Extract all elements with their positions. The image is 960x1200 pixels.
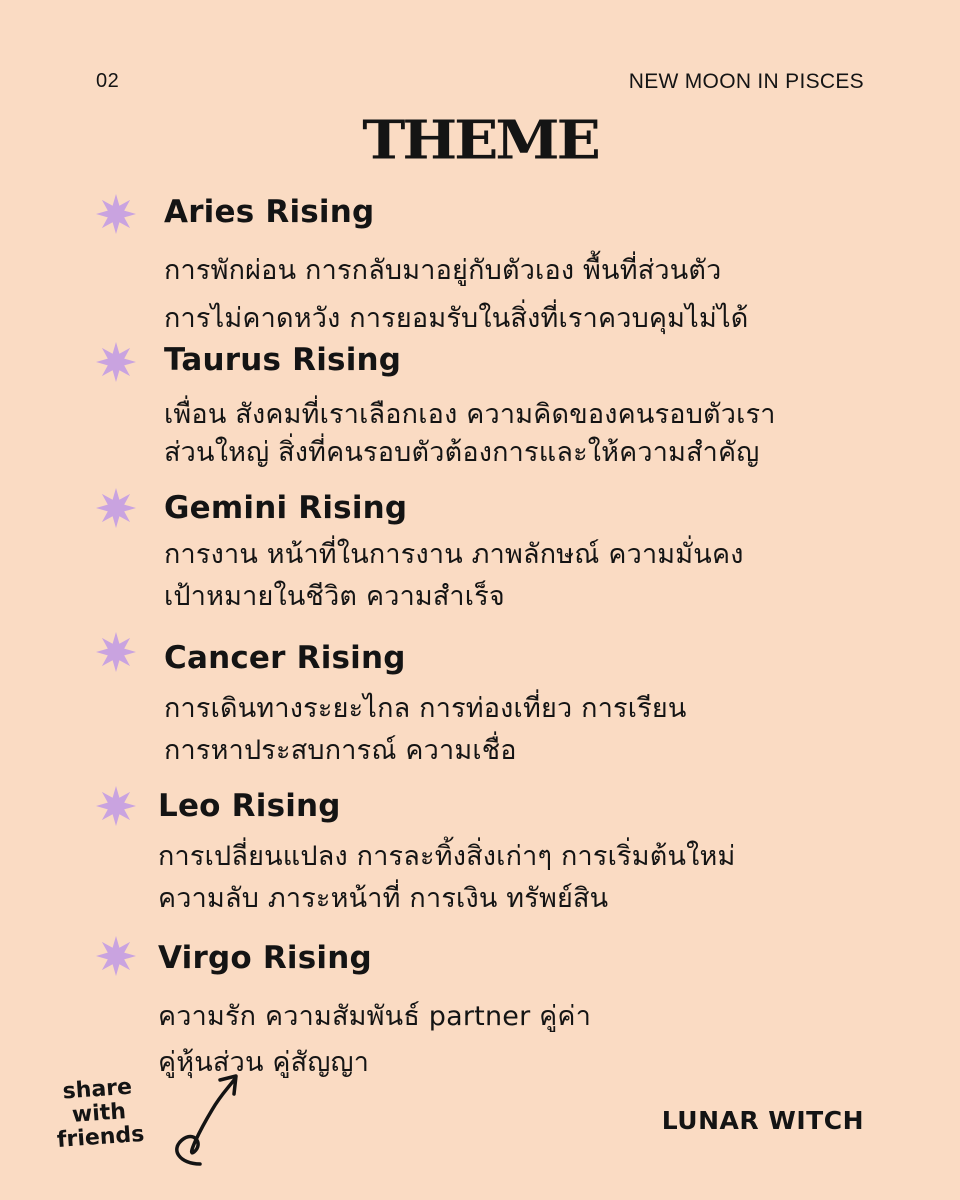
star-shape xyxy=(96,194,136,234)
star-shape xyxy=(96,786,136,826)
sign-star-icon xyxy=(96,194,136,234)
sign-desc-line: เป้าหมายในชีวิต ความสำเร็จ xyxy=(164,581,505,612)
brand-name: LUNAR WITCH xyxy=(661,1106,864,1135)
sign-desc-line: การไม่คาดหวัง การยอมรับในสิ่งที่เราควบคุมไม่ได้ xyxy=(164,303,749,334)
sign-name-aries: Aries Rising xyxy=(164,194,375,230)
sign-name-gemini: Gemini Rising xyxy=(164,490,408,526)
share-line: with xyxy=(71,1099,127,1128)
sign-desc-line: ความลับ ภาระหน้าที่ การเงิน ทรัพย์สิน xyxy=(158,883,609,914)
sign-star-icon xyxy=(96,786,136,826)
sign-star-icon xyxy=(96,342,136,382)
header-title: NEW MOON IN PISCES xyxy=(628,70,864,93)
share-with-friends-text xyxy=(42,1074,157,1153)
sign-star-icon xyxy=(96,936,136,976)
share-line: friends xyxy=(56,1121,146,1153)
share-line: share xyxy=(61,1074,133,1105)
arrow-path xyxy=(177,1080,234,1164)
star-shape xyxy=(96,936,136,976)
sign-desc-line: ความรัก ความสัมพันธ์ partner คู่ค่า xyxy=(158,1001,592,1032)
curly-arrow-icon xyxy=(160,1070,250,1174)
sign-desc-line: การพักผ่อน การกลับมาอยู่กับตัวเอง พื้นที่ส่วนตัว xyxy=(164,255,722,286)
sign-star-icon xyxy=(96,488,136,528)
page-number: 02 xyxy=(96,70,120,92)
star-shape xyxy=(96,488,136,528)
sign-desc-line: การงาน หน้าที่ในการงาน ภาพลักษณ์ ความมั่นคง xyxy=(164,539,744,570)
sign-desc-line: การเปลี่ยนแปลง การละทิ้งสิ่งเก่าๆ การเริ่มต้นใหม่ xyxy=(158,841,736,872)
sign-desc-line: การเดินทางระยะไกล การท่องเที่ยว การเรียน xyxy=(164,693,687,724)
page-title: THEME xyxy=(362,108,598,172)
sign-name-virgo: Virgo Rising xyxy=(158,940,372,976)
sign-star-icon xyxy=(96,632,136,672)
sign-desc-line: ส่วนใหญ่ สิ่งที่คนรอบตัวต้องการและให้ความสำคัญ xyxy=(164,437,760,468)
star-shape xyxy=(96,342,136,382)
star-shape xyxy=(96,632,136,672)
sign-name-cancer: Cancer Rising xyxy=(164,640,406,676)
sign-name-leo: Leo Rising xyxy=(158,788,341,824)
sign-name-taurus: Taurus Rising xyxy=(164,342,402,378)
sign-desc-line: การหาประสบการณ์ ความเชื่อ xyxy=(164,735,517,766)
sign-desc-line: คู่หุ้นส่วน คู่สัญญา xyxy=(158,1047,370,1078)
sign-desc-line: เพื่อน สังคมที่เราเลือกเอง ความคิดของคนรอบตัวเรา xyxy=(164,399,776,430)
